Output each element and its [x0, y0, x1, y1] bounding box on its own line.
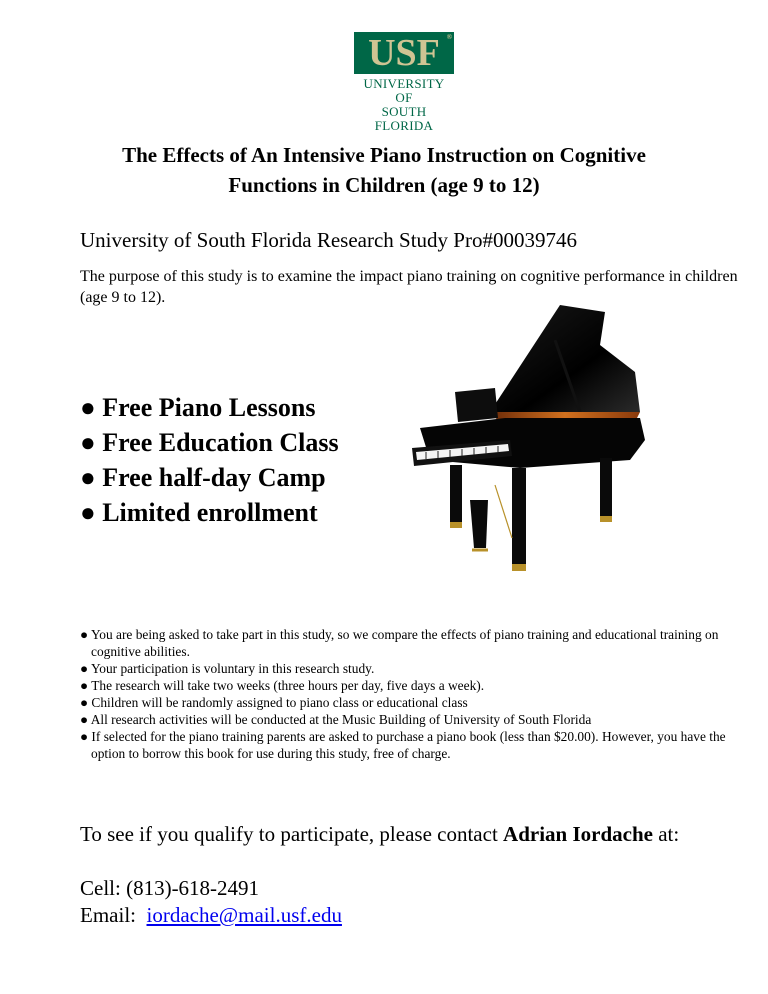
study-reference: University of South Florida Research Study Pro#00039746	[80, 228, 577, 252]
usf-logo	[354, 32, 454, 133]
detail-item: ● Your participation is voluntary in this research study.	[80, 661, 375, 676]
page-title	[60, 140, 708, 200]
email-label: Email:	[80, 903, 147, 927]
feature-item: ● Free half-day Camp	[80, 463, 326, 492]
trademark-symbol: ®	[446, 33, 452, 41]
feature-item: ● Free Education Class	[80, 428, 339, 457]
detail-item: ● If selected for the piano training parents are asked to purchase a piano book (less than $20.00). However, you have the option to borrow this book for use during this study, free of charge.	[80, 729, 726, 761]
detail-item: ● Children will be randomly assigned to piano class or educational class	[80, 695, 468, 710]
contact-line	[80, 822, 679, 847]
email-link[interactable]: iordache@mail.usf.edu	[146, 903, 342, 927]
cell-phone: Cell: (813)-618-2491	[80, 876, 260, 900]
contact-prefix: To see if you qualify to participate, please contact	[80, 822, 504, 846]
study-purpose: The purpose of this study is to examine the impact piano training on cognitive performance in children (age 9 to 12).	[80, 268, 738, 306]
contact-name: Adrian Iordache	[503, 822, 653, 846]
grand-piano-icon	[400, 300, 650, 590]
detail-item: ● You are being asked to take part in this study, so we compare the effects of piano training and educational training on cognitive abilities.	[80, 627, 719, 659]
email-line	[80, 903, 342, 928]
feature-item: ● Free Piano Lessons	[80, 393, 316, 422]
details-list	[80, 626, 740, 762]
detail-item: ● All research activities will be conducted at the Music Building of University of South Florida	[80, 712, 592, 727]
usf-logo-text: USF	[368, 32, 440, 74]
usf-logo-mark	[354, 32, 454, 74]
title-line-1: The Effects of An Intensive Piano Instruction on Cognitive	[122, 143, 646, 167]
contact-suffix: at:	[652, 822, 680, 846]
logo-university-of: UNIVERSITY OF	[363, 76, 445, 105]
title-line-2: Functions in Children (age 9 to 12)	[228, 173, 540, 197]
logo-south-florida: SOUTH FLORIDA	[374, 104, 434, 133]
feature-item: ● Limited enrollment	[80, 498, 318, 527]
detail-item: ● The research will take two weeks (three hours per day, five days a week).	[80, 678, 485, 693]
feature-list	[80, 390, 339, 530]
